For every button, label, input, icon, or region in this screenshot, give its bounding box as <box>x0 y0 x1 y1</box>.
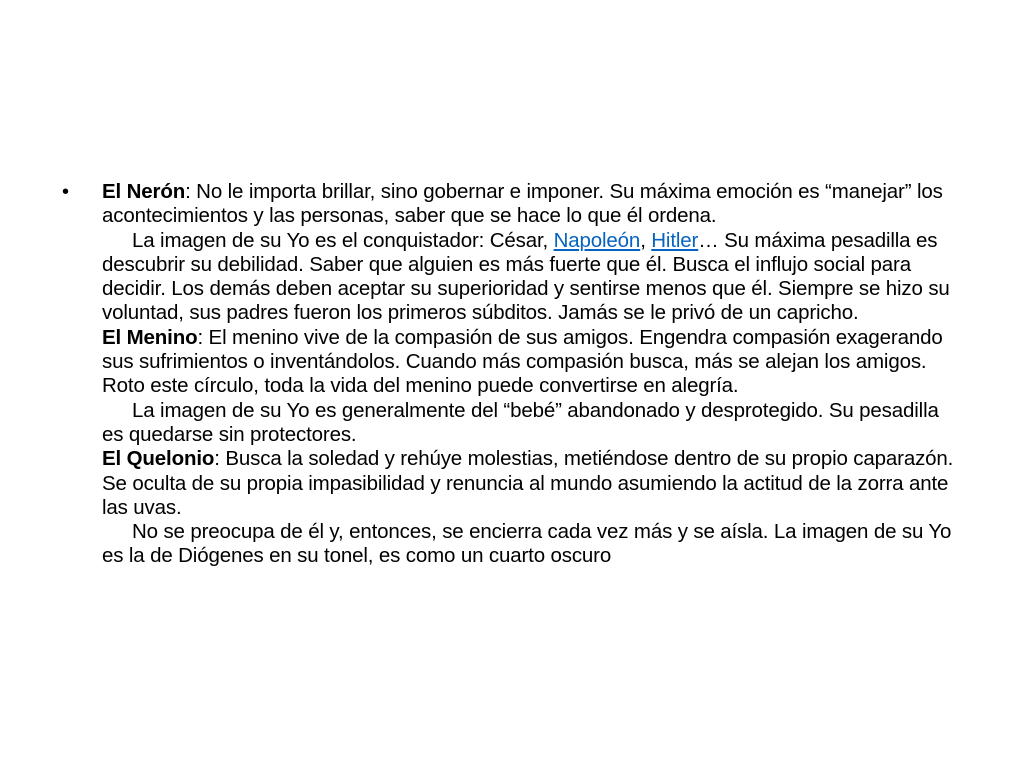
neron-image-post: … Su máxima pesadilla es descubrir su debilidad. Saber que alguien es más fuerte que él. Busca el influjo social para decidir. Los demás deben aceptar su superioridad y sentirse menos que él. Siempre se hizo su voluntad, sus padres fueron los primeros súbditos. Jamás se le privó de un capricho. <box>102 228 950 325</box>
neron-image-paragraph <box>102 229 962 326</box>
neron-paragraph <box>102 180 962 229</box>
menino-term: El Menino <box>102 325 198 349</box>
bullet-text <box>102 180 962 569</box>
quelonio-paragraph <box>102 447 962 520</box>
napoleon-link[interactable]: Napoleón <box>553 228 641 252</box>
neron-image-pre: La imagen de su Yo es el conquistador: César, <box>132 228 554 252</box>
menino-image: La imagen de su Yo es generalmente del “bebé” abandonado y desprotegido. Su pesadilla es quedarse sin protectores. <box>102 398 939 446</box>
quelonio-image: No se preocupa de él y, entonces, se encierra cada vez más y se aísla. La imagen de su Yo es la de Diógenes en su tonel, es como un cuarto oscuro <box>102 520 952 568</box>
menino-image-paragraph <box>102 399 962 448</box>
neron-link-separator: , <box>640 228 652 252</box>
menino-intro: : El menino vive de la compasión de sus amigos. Engendra compasión exagerando sus sufrimientos o inventándolos. Cuando más compasión busca, más se alejan los amigos. Roto este círculo, toda la vida del menino puede convertirse en alegría. <box>102 325 943 398</box>
neron-intro: : No le importa brillar, sino gobernar e imponer. Su máxima emoción es “manejar” los acontecimientos y las personas, saber que se hace lo que él ordena. <box>102 180 943 228</box>
quelonio-term: El Quelonio <box>102 447 215 471</box>
hitler-link[interactable]: Hitler <box>651 228 699 252</box>
neron-term: El Nerón <box>102 180 186 203</box>
bullet-item <box>62 180 962 569</box>
menino-paragraph <box>102 326 962 399</box>
bullet-icon: • <box>62 181 70 203</box>
quelonio-intro: : Busca la soledad y rehúye molestias, metiéndose dentro de su propio caparazón. Se oculta de su propia impasibilidad y renuncia al mundo asumiendo la actitud de la zorra ante las uvas. <box>102 447 954 519</box>
quelonio-image-paragraph <box>102 520 962 569</box>
